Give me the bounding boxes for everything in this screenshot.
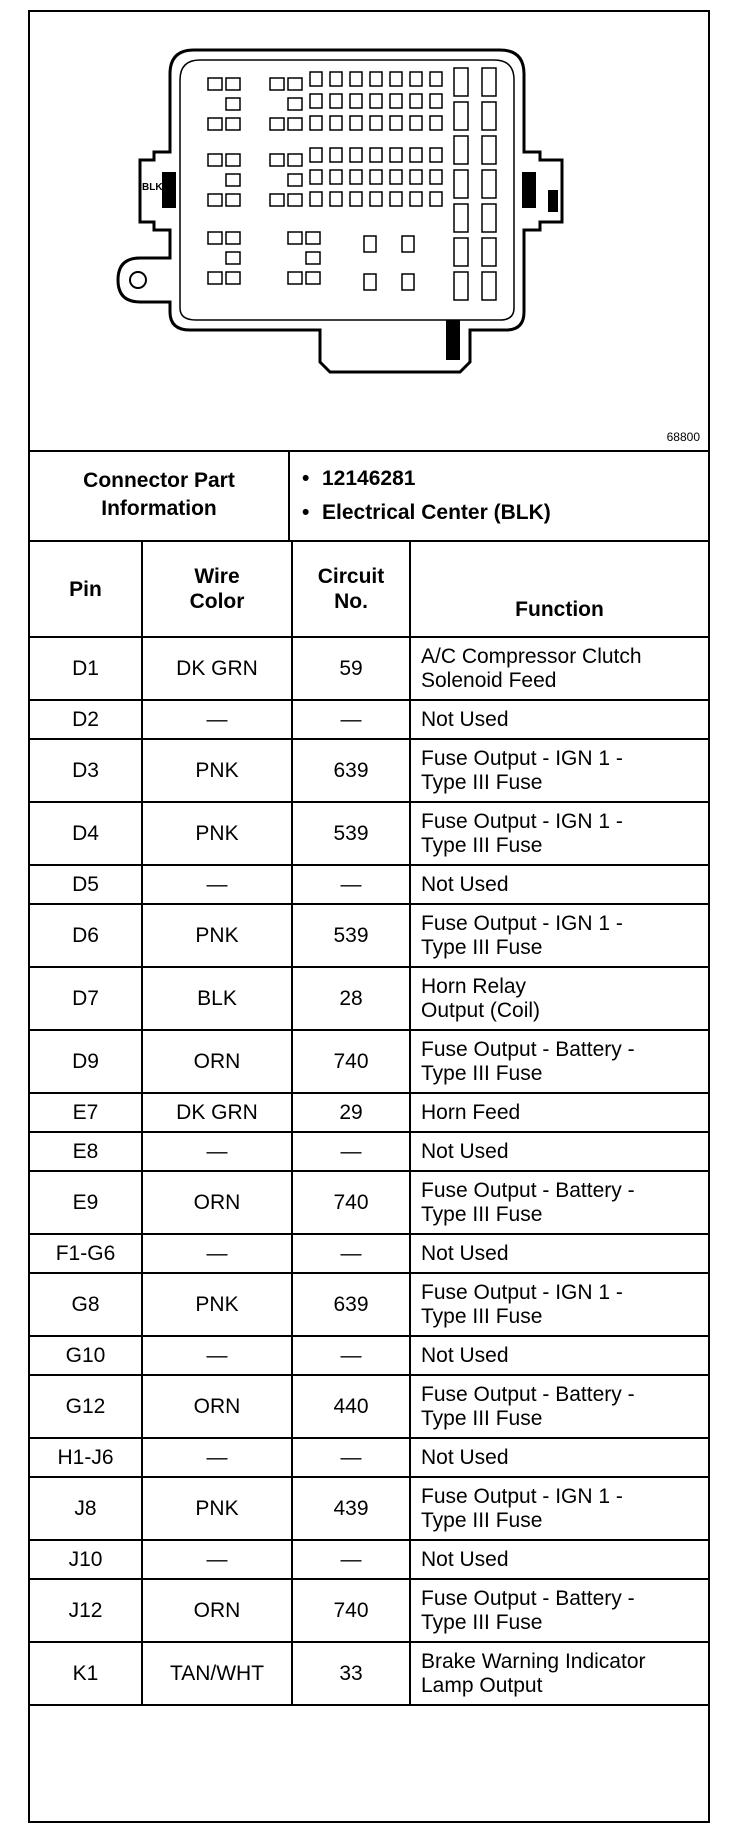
table-row [30,802,708,865]
function-line1: Fuse Output - Battery - [421,1586,635,1610]
pin-cell: D9 [30,1030,142,1093]
table-header-row [30,541,708,637]
wire-color-cell: PNK [142,802,292,865]
cavity-group-right [454,68,496,300]
wire-color-cell: — [142,1336,292,1375]
function-cell [410,1093,708,1132]
wire-color-cell: — [142,1132,292,1171]
table-row [30,1132,708,1171]
function-line1: Not Used [421,1139,509,1163]
function-line1: Fuse Output - IGN 1 - [421,1484,623,1508]
pin-cell: J8 [30,1477,142,1540]
circuit-cell: 440 [292,1375,410,1438]
connector-diagram [30,12,708,452]
pin-cell: D7 [30,967,142,1030]
circuit-cell: 28 [292,967,410,1030]
circuit-cell: 539 [292,904,410,967]
pin-cell: D6 [30,904,142,967]
wire-color-cell: ORN [142,1030,292,1093]
circuit-cell: — [292,1336,410,1375]
figure-number: 68800 [666,430,700,444]
function-line1: Not Used [421,1241,509,1265]
wire-color-cell: BLK [142,967,292,1030]
pin-cell: H1-J6 [30,1438,142,1477]
function-cell [410,739,708,802]
connector-description: • Electrical Center (BLK) [322,496,708,530]
table-body [30,637,708,1705]
function-line2: Type III Fuse [421,1508,543,1532]
function-cell [410,1132,708,1171]
wire-color-cell: PNK [142,739,292,802]
function-line1: Horn Feed [421,1100,521,1124]
connector-info-label-line1: Connector Part [83,469,235,492]
connector-info-values [292,450,708,540]
function-line2: Output (Coil) [421,998,541,1022]
wire-color-cell: DK GRN [142,637,292,700]
table-row [30,904,708,967]
table-row [30,637,708,700]
function-cell [410,1273,708,1336]
function-cell [410,1477,708,1540]
circuit-cell: 740 [292,1579,410,1642]
function-line2: Type III Fuse [421,833,543,857]
blk-label: BLK [142,182,163,193]
function-line1: Fuse Output - IGN 1 - [421,746,623,770]
function-cell [410,1375,708,1438]
pin-cell: D1 [30,637,142,700]
function-line2: Lamp Output [421,1673,543,1697]
wire-color-cell: TAN/WHT [142,1642,292,1705]
function-line2: Type III Fuse [421,935,543,959]
table-row [30,1579,708,1642]
function-cell [410,904,708,967]
function-line1: Not Used [421,707,509,731]
pin-cell: K1 [30,1642,142,1705]
pin-cell: J10 [30,1540,142,1579]
table-row [30,1030,708,1093]
header-function: Function [410,541,708,637]
circuit-cell: 33 [292,1642,410,1705]
pin-cell: G8 [30,1273,142,1336]
connector-info [30,450,708,542]
cavity-group-left [208,78,240,284]
header-wire-color: Wire Color [142,541,292,637]
function-cell [410,700,708,739]
circuit-cell: — [292,1132,410,1171]
table-row [30,1273,708,1336]
pin-cell: G10 [30,1336,142,1375]
function-line1: Not Used [421,1547,509,1571]
pin-cell: D3 [30,739,142,802]
mounting-hole [130,272,146,288]
wire-color-cell: ORN [142,1171,292,1234]
table-row [30,1336,708,1375]
function-cell [410,1579,708,1642]
connector-face-drawing [30,12,708,450]
wire-color-cell: ORN [142,1579,292,1642]
wire-color-cell: — [142,865,292,904]
function-cell [410,967,708,1030]
wire-color-cell: PNK [142,1273,292,1336]
connector-info-label-line2: Information [101,497,217,520]
header-pin: Pin [30,541,142,637]
pin-cell: D4 [30,802,142,865]
pin-cell: E7 [30,1093,142,1132]
function-line2: Type III Fuse [421,1406,543,1430]
table-row [30,865,708,904]
function-cell [410,865,708,904]
table-row [30,739,708,802]
function-cell [410,802,708,865]
function-cell [410,1642,708,1705]
circuit-cell: — [292,1438,410,1477]
circuit-cell: 539 [292,802,410,865]
table-row [30,700,708,739]
function-line2: Type III Fuse [421,770,543,794]
table-row [30,1234,708,1273]
function-line1: Brake Warning Indicator [421,1649,646,1673]
wire-color-cell: — [142,1540,292,1579]
wire-color-cell: — [142,700,292,739]
wire-color-cell: — [142,1438,292,1477]
function-line1: Fuse Output - Battery - [421,1178,635,1202]
function-line2: Type III Fuse [421,1610,543,1634]
function-cell [410,1171,708,1234]
function-line1: Fuse Output - IGN 1 - [421,809,623,833]
function-cell [410,1540,708,1579]
table-row [30,1642,708,1705]
table-row [30,1540,708,1579]
part-number: • 12146281 [322,462,708,496]
function-line2: Type III Fuse [421,1304,543,1328]
pin-cell: D5 [30,865,142,904]
wire-color-cell: ORN [142,1375,292,1438]
function-line1: Fuse Output - IGN 1 - [421,1280,623,1304]
function-cell [410,1438,708,1477]
pin-cell: G12 [30,1375,142,1438]
pinout-table [30,540,708,1706]
connector-sheet [28,10,710,1823]
table-row [30,1375,708,1438]
function-line2: Solenoid Feed [421,668,557,692]
function-line2: Type III Fuse [421,1061,543,1085]
table-row [30,1477,708,1540]
circuit-cell: — [292,1234,410,1273]
circuit-cell: — [292,700,410,739]
pin-cell: F1-G6 [30,1234,142,1273]
circuit-cell: 59 [292,637,410,700]
table-row [30,967,708,1030]
function-line1: Fuse Output - IGN 1 - [421,911,623,935]
pin-cell: J12 [30,1579,142,1642]
function-cell [410,1234,708,1273]
circuit-cell: 439 [292,1477,410,1540]
table-row [30,1171,708,1234]
circuit-cell: — [292,1540,410,1579]
circuit-cell: 639 [292,739,410,802]
pin-cell: E8 [30,1132,142,1171]
wire-color-cell: PNK [142,1477,292,1540]
cavity-group-center [310,72,442,290]
function-cell [410,637,708,700]
header-circuit-no: Circuit No. [292,541,410,637]
wire-color-cell: DK GRN [142,1093,292,1132]
circuit-cell: 740 [292,1171,410,1234]
function-line1: A/C Compressor Clutch [421,644,642,668]
pin-cell: D2 [30,700,142,739]
function-line1: Fuse Output - Battery - [421,1382,635,1406]
circuit-cell: 639 [292,1273,410,1336]
circuit-cell: — [292,865,410,904]
function-line1: Not Used [421,872,509,896]
function-cell [410,1336,708,1375]
function-line1: Horn Relay [421,974,527,998]
function-cell [410,1030,708,1093]
function-line2: Type III Fuse [421,1202,543,1226]
function-line1: Not Used [421,1343,509,1367]
table-row [30,1093,708,1132]
connector-info-label [30,450,290,540]
table-row [30,1438,708,1477]
wire-color-cell: PNK [142,904,292,967]
circuit-cell: 29 [292,1093,410,1132]
function-line1: Fuse Output - Battery - [421,1037,635,1061]
function-line1: Not Used [421,1445,509,1469]
wire-color-cell: — [142,1234,292,1273]
pin-cell: E9 [30,1171,142,1234]
circuit-cell: 740 [292,1030,410,1093]
